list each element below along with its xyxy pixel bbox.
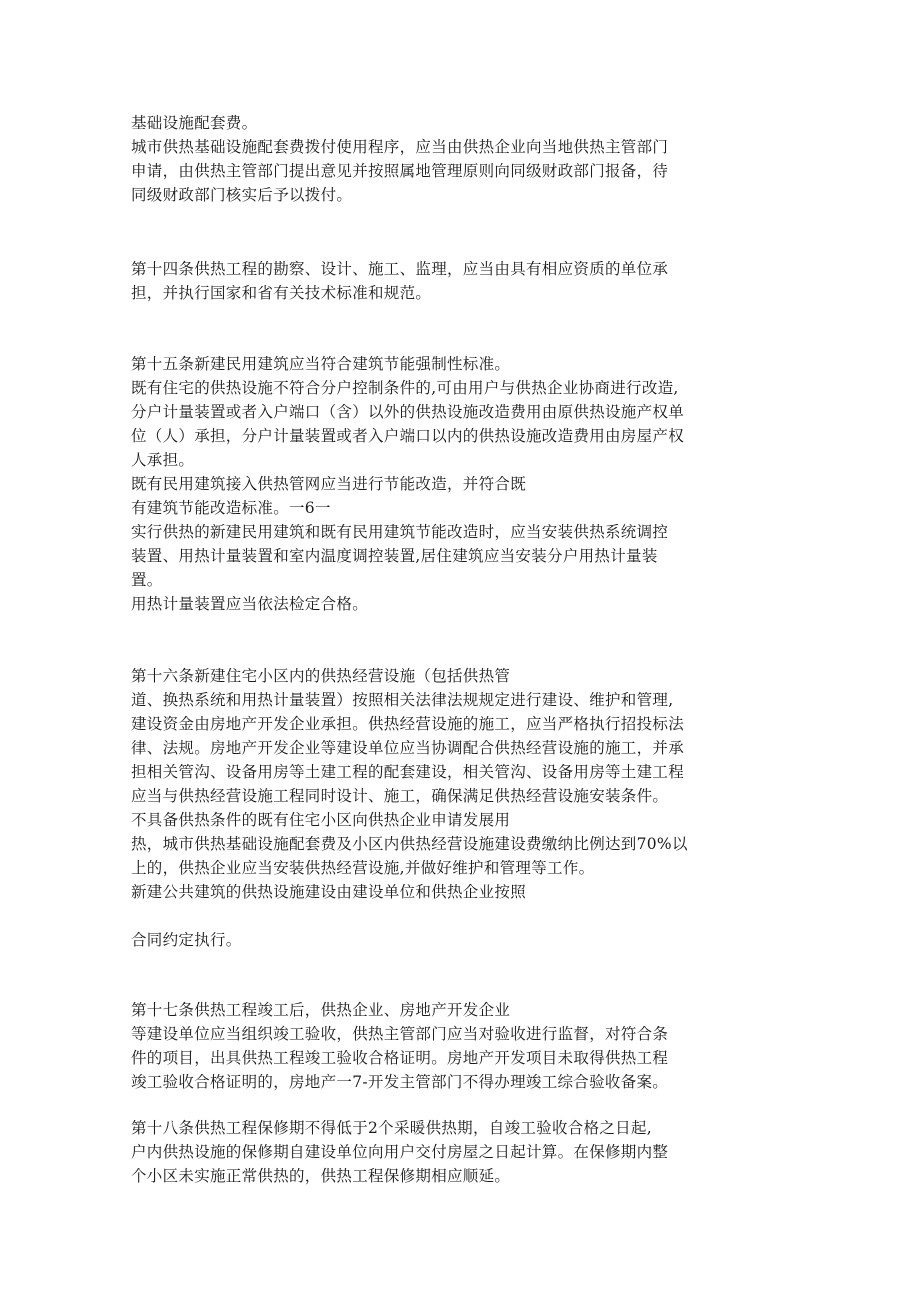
text-line: 既有住宅的供热设施不符合分户控制条件的,可由用户与供热企业协商进行改造, — [131, 379, 679, 397]
text-line: 上的，供热企业应当安装供热经营设施,并做好维护和管理等工作。 — [131, 859, 595, 877]
text-line: 既有民用建筑接入供热管网应当进行节能改造，并符合既 — [131, 475, 527, 493]
text-line: 建设资金由房地产开发企业承担。供热经营设施的施工，应当严格执行招投标法 — [131, 715, 685, 733]
text-line: 有建筑节能改造标准。一6一 — [131, 499, 331, 517]
text-line: 担，并执行国家和省有关技术标准和规范。 — [131, 284, 432, 302]
text-line: 第十五条新建民用建筑应当符合建筑节能强制性标准。 — [131, 355, 511, 373]
text-line: 同级财政部门核实后予以拨付。 — [131, 186, 353, 204]
text-line: 担相关管沟、设备用房等土建工程的配套建设，相关管沟、设备用房等土建工程 — [131, 763, 685, 781]
text-line: 律、法规。房地产开发企业等建设单位应当协调配合供热经营设施的施工，并承 — [131, 739, 685, 757]
text-line: 件的项目，出具供热工程竣工验收合格证明。房地产开发项目未取得供热工程 — [131, 1049, 669, 1067]
text-line: 合同约定执行。 — [131, 931, 242, 949]
text-line: 第十四条供热工程的勘察、设计、施工、监理，应当由具有相应资质的单位承 — [131, 260, 669, 278]
text-line: 个小区未实施正常供热的，供热工程保修期相应顺延。 — [131, 1167, 511, 1185]
text-line: 户内供热设施的保修期自建设单位向用户交付房屋之日起计算。在保修期内整 — [131, 1143, 669, 1161]
text-line: 实行供热的新建民用建筑和既有民用建筑节能改造时，应当安装供热系统调控 — [131, 523, 669, 541]
text-line: 第十六条新建住宅小区内的供热经营设施（包括供热管 — [131, 667, 511, 685]
text-line: 不具备供热条件的既有住宅小区向供热企业申请发展用 — [131, 811, 511, 829]
text-line: 城市供热基础设施配套费拨付使用程序，应当由供热企业向当地供热主管部门 — [131, 138, 669, 156]
text-line: 道、换热系统和用热计量装置）按照相关法律法规规定进行建设、维护和管理, — [131, 691, 674, 709]
text-line: 第十七条供热工程竣工后，供热企业、房地产开发企业 — [131, 1001, 511, 1019]
text-line: 装置、用热计量装置和室内温度调控装置,居住建筑应当安装分户用热计量装 — [131, 547, 658, 565]
text-line: 用热计量装置应当依法检定合格。 — [131, 595, 369, 613]
text-line: 等建设单位应当组织竣工验收，供热主管部门应当对验收进行监督，对符合条 — [131, 1025, 669, 1043]
text-line: 第十八条供热工程保修期不得低于2个采暖供热期，自竣工验收合格之日起, — [131, 1119, 652, 1137]
text-line: 竣工验收合格证明的，房地产一7-开发主管部门不得办理竣工综合验收备案。 — [131, 1073, 669, 1091]
text-line: 分户计量装置或者入户端口（含）以外的供热设施改造费用由原供热设施产权单 — [131, 403, 685, 421]
text-line: 位（人）承担，分户计量装置或者入户端口以内的供热设施改造费用由房屋产权 — [131, 427, 685, 445]
text-line: 基础设施配套费。 — [131, 114, 258, 132]
text-line: 应当与供热经营设施工程同时设计、施工，确保满足供热经营设施安装条件。 — [131, 787, 669, 805]
text-line: 人承担。 — [131, 451, 195, 469]
text-line: 热，城市供热基础设施配套费及小区内供热经营设施建设费缴纳比例达到70%以 — [131, 835, 688, 853]
text-line: 申请，由供热主管部门提出意见并按照属地管理原则向同级财政部门报备，待 — [131, 162, 669, 180]
text-line: 置。 — [131, 571, 163, 589]
text-line: 新建公共建筑的供热设施建设由建设单位和供热企业按照 — [131, 883, 527, 901]
